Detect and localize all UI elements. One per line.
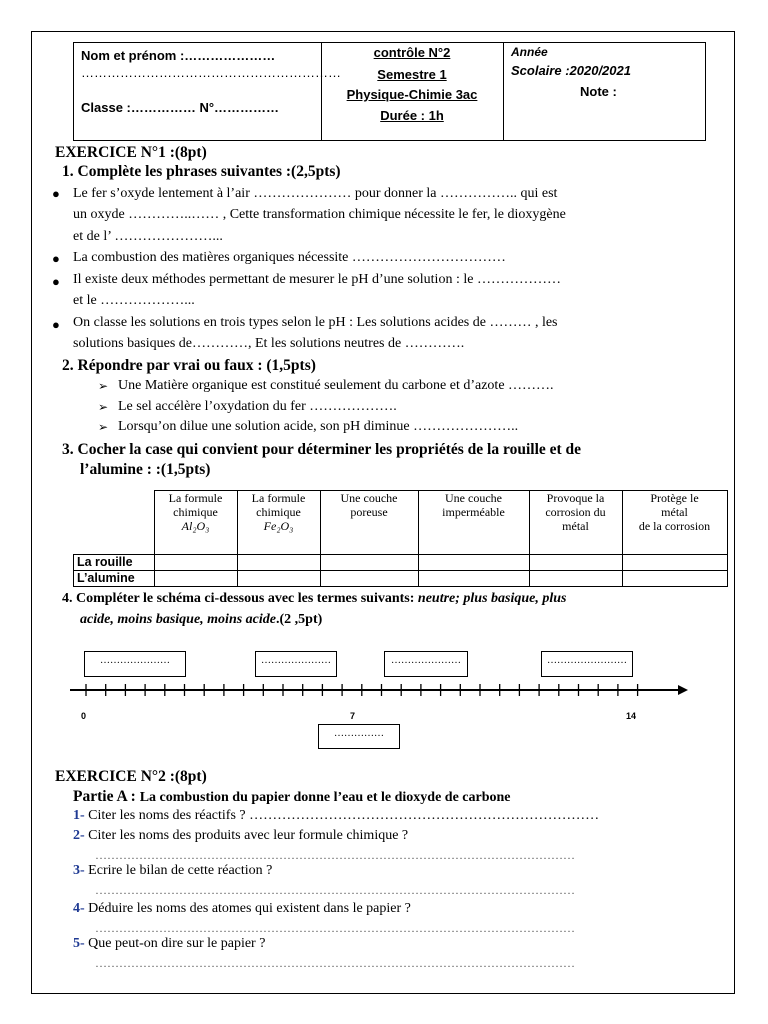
- checkbox-cell[interactable]: [529, 571, 622, 587]
- table-row: [74, 571, 728, 587]
- subject: Physique-Chimie 3ac: [346, 87, 478, 102]
- arrow-bullet-icon: ➢: [98, 400, 109, 414]
- bullet-icon: ●: [52, 186, 60, 201]
- exam-number: contrôle N°2: [373, 45, 451, 60]
- table-header-row: [74, 491, 728, 555]
- q1-line: Il existe deux méthodes permettant de mesurer le pH d’une solution : le ………………: [73, 272, 561, 287]
- table-header-cell: La formule chimique Al₂O₃: [154, 491, 237, 555]
- ex2-question: 4- Déduire les noms des atomes qui existent dans le papier ?: [73, 901, 411, 916]
- q4-points: .(2 ,5pt): [276, 612, 323, 627]
- part-a-title: [73, 788, 511, 806]
- table-header-cell: Provoque la corrosion du métal: [529, 491, 622, 555]
- table-header-cell: Une couche imperméable: [418, 491, 529, 555]
- name-field-label: Nom et prénom :…………………: [81, 48, 276, 63]
- bullet-icon: ●: [52, 274, 60, 289]
- q3-title-line1: 3. Cocher la case qui convient pour déterminer les propriétés de la rouille et de: [62, 441, 582, 458]
- q1-line: et de l’ …………………...: [73, 229, 223, 244]
- checkbox-cell[interactable]: [237, 571, 320, 587]
- checkbox-cell[interactable]: [154, 571, 237, 587]
- grade-label: Note :: [580, 84, 617, 99]
- answer-line[interactable]: …………………………………………………………………………………………………………: [95, 921, 575, 935]
- exercise2-title: EXERCICE N°2 :(8pt): [55, 768, 207, 785]
- tick-label: 14: [626, 711, 637, 721]
- answer-line[interactable]: …………………………………………………………………………………………………………: [95, 883, 575, 897]
- answer-box[interactable]: …………………: [84, 651, 186, 677]
- bullet-icon: ●: [52, 317, 60, 332]
- q2-item: Une Matière organique est constitué seulement du carbone et d’azote ……….: [118, 378, 554, 393]
- exam-info-cell: [321, 43, 504, 140]
- school-year-cell: [503, 43, 705, 140]
- properties-table: [73, 490, 728, 587]
- year-label: Année: [511, 45, 548, 59]
- answer-box[interactable]: ……………: [318, 724, 400, 749]
- table-header-cell: Protège le métal de la corrosion: [622, 491, 727, 555]
- checkbox-cell[interactable]: [529, 555, 622, 571]
- q1-line: un oxyde …………..…… , Cette transformation chimique nécessite le fer, le dioxygène: [73, 207, 566, 222]
- student-info-cell: [74, 43, 341, 140]
- ph-scale-axis: [60, 680, 690, 702]
- arrow-bullet-icon: ➢: [98, 379, 109, 393]
- answer-line[interactable]: …………………………………………………………………………………………………………: [95, 956, 575, 970]
- checkbox-cell[interactable]: [418, 555, 529, 571]
- checkbox-cell[interactable]: [622, 555, 727, 571]
- q1-line: La combustion des matières organiques nécessite ……………………………: [73, 250, 506, 265]
- part-a-label: Partie A :: [73, 788, 140, 805]
- bullet-icon: ●: [52, 251, 60, 266]
- q4-title-line1: [62, 591, 567, 607]
- arrow-bullet-icon: ➢: [98, 420, 109, 434]
- q3-title-line2: l’alumine : :(1,5pts): [80, 461, 211, 478]
- q2-title: 2. Répondre par vrai ou faux : (1,5pts): [62, 357, 316, 374]
- school-year: Scolaire :2020/2021: [511, 63, 631, 78]
- ex2-question: 5- Que peut-on dire sur le papier ?: [73, 936, 266, 951]
- ex2-question: 1- Citer les noms des réactifs ? …………………………………………………………………: [73, 808, 600, 823]
- q4-title-line2: [80, 612, 322, 628]
- name-field-dots: ……………………………………………………: [81, 65, 341, 80]
- q1-line: On classe les solutions en trois types selon le pH : Les solutions acides de ……… , les: [73, 315, 558, 330]
- q2-item: Le sel accélère l’oxydation du fer ……………….: [118, 399, 397, 414]
- row-label: L’alumine: [74, 571, 155, 587]
- exercise1-title: EXERCICE N°1 :(8pt): [55, 144, 207, 161]
- q2-item: Lorsqu’on dilue une solution acide, son pH diminue …………………..: [118, 419, 519, 434]
- ex2-question: 3- Ecrire le bilan de cette réaction ?: [73, 863, 273, 878]
- q1-line: Le fer s’oxyde lentement à l’air ………………… pour donner la …………….. qui est: [73, 186, 558, 201]
- q1-line: solutions basiques de…………, Et les solutions neutres de ………….: [73, 336, 465, 351]
- table-corner-cell: [74, 491, 155, 555]
- q4-title-plain: 4. Compléter le schéma ci-dessous avec les termes suivants:: [62, 591, 418, 606]
- tick-label: 0: [81, 711, 87, 721]
- q4-terms: neutre; plus basique, plus: [417, 591, 567, 606]
- answer-box[interactable]: …………………: [384, 651, 468, 677]
- checkbox-cell[interactable]: [154, 555, 237, 571]
- q4-terms: acide, moins basique, moins acide: [80, 612, 276, 627]
- table-header-cell: Une couche poreuse: [320, 491, 418, 555]
- table-row: [74, 555, 728, 571]
- tick-label: 7: [350, 711, 356, 721]
- row-label: La rouille: [74, 555, 155, 571]
- checkbox-cell[interactable]: [320, 555, 418, 571]
- answer-line[interactable]: …………………………………………………………………………………………………………: [95, 848, 575, 862]
- header-table: [73, 42, 706, 141]
- checkbox-cell[interactable]: [418, 571, 529, 587]
- ex2-question: 2- Citer les noms des produits avec leur formule chimique ?: [73, 828, 409, 843]
- q1-line: et le ………………...: [73, 293, 195, 308]
- checkbox-cell[interactable]: [237, 555, 320, 571]
- checkbox-cell[interactable]: [622, 571, 727, 587]
- duration: Durée : 1h: [380, 108, 444, 123]
- class-field-label: Classe :…………… N°……………: [81, 100, 280, 115]
- table-header-cell: La formule chimique Fe₂O₃: [237, 491, 320, 555]
- part-a-text: La combustion du papier donne l’eau et le dioxyde de carbone: [139, 790, 511, 805]
- semester: Semestre 1: [377, 67, 447, 82]
- answer-box[interactable]: …………………: [255, 651, 337, 677]
- answer-box[interactable]: ……………………: [541, 651, 633, 677]
- axis-arrowhead-icon: [678, 685, 688, 695]
- checkbox-cell[interactable]: [320, 571, 418, 587]
- q1-title: 1. Complète les phrases suivantes :(2,5pts): [62, 163, 341, 180]
